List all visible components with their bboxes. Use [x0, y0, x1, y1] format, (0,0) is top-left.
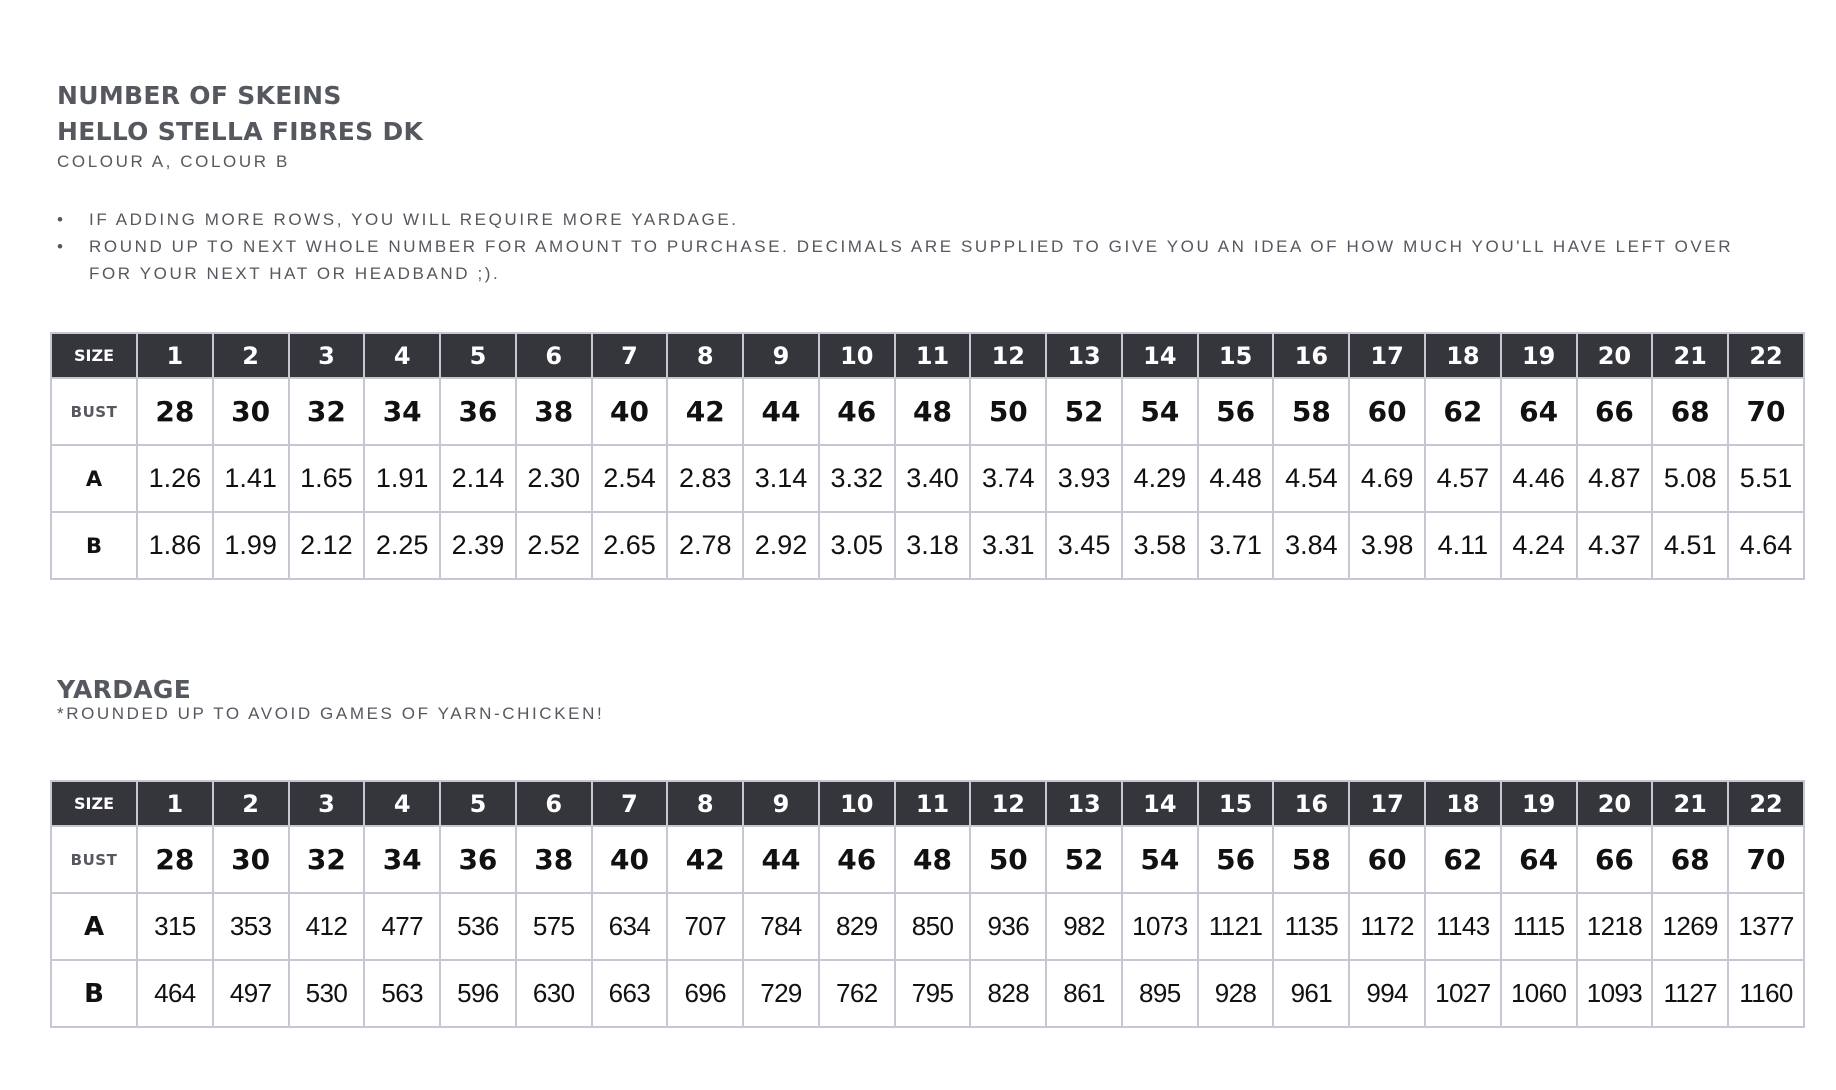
size-cell: 14 [1122, 333, 1198, 378]
value-cell: 729 [743, 960, 819, 1027]
value-cell: 4.54 [1273, 445, 1349, 512]
value-cell: 4.37 [1577, 512, 1653, 579]
size-cell: 16 [1273, 781, 1349, 826]
bust-cell: 66 [1577, 826, 1653, 893]
value-cell: 3.18 [895, 512, 971, 579]
bust-cell: 36 [440, 826, 516, 893]
bust-cell: 46 [819, 378, 895, 445]
colour-row-b-label: B [51, 960, 137, 1027]
value-cell: 2.52 [516, 512, 592, 579]
size-cell: 1 [137, 781, 213, 826]
value-cell: 928 [1198, 960, 1274, 1027]
value-cell: 4.11 [1425, 512, 1501, 579]
size-cell: 1 [137, 333, 213, 378]
size-cell: 9 [743, 333, 819, 378]
value-cell: 982 [1046, 893, 1122, 960]
value-cell: 829 [819, 893, 895, 960]
value-cell: 1073 [1122, 893, 1198, 960]
bust-cell: 62 [1425, 378, 1501, 445]
size-row-label: SIZE [51, 781, 137, 826]
value-cell: 1093 [1577, 960, 1653, 1027]
size-cell: 20 [1577, 781, 1653, 826]
bullet-icon: • [57, 237, 66, 256]
size-cell: 21 [1652, 333, 1728, 378]
bust-cell: 68 [1652, 378, 1728, 445]
size-cell: 14 [1122, 781, 1198, 826]
bust-cell: 44 [743, 826, 819, 893]
size-cell: 22 [1728, 781, 1804, 826]
value-cell: 784 [743, 893, 819, 960]
bust-cell: 58 [1273, 378, 1349, 445]
size-cell: 19 [1501, 781, 1577, 826]
bust-cell: 40 [592, 826, 668, 893]
value-cell: 696 [667, 960, 743, 1027]
bust-cell: 52 [1046, 378, 1122, 445]
value-cell: 464 [137, 960, 213, 1027]
bust-cell: 56 [1198, 378, 1274, 445]
note-item [57, 206, 1757, 233]
value-cell: 3.84 [1273, 512, 1349, 579]
notes-block [57, 206, 1757, 287]
bust-row-label: BUST [51, 378, 137, 445]
bust-cell: 60 [1349, 826, 1425, 893]
value-cell: 563 [364, 960, 440, 1027]
size-cell: 7 [592, 781, 668, 826]
skeins-heading [57, 78, 423, 174]
size-cell: 17 [1349, 333, 1425, 378]
value-cell: 895 [1122, 960, 1198, 1027]
size-cell: 8 [667, 781, 743, 826]
bust-cell: 32 [289, 826, 365, 893]
value-cell: 1218 [1577, 893, 1653, 960]
size-cell: 12 [970, 781, 1046, 826]
note-text: IF ADDING MORE ROWS, YOU WILL REQUIRE MORE YARDAGE. [89, 210, 739, 229]
yardage-title: YARDAGE [57, 675, 192, 704]
size-cell: 21 [1652, 781, 1728, 826]
bust-cell: 66 [1577, 378, 1653, 445]
size-cell: 18 [1425, 333, 1501, 378]
value-cell: 1.99 [213, 512, 289, 579]
value-cell: 3.93 [1046, 445, 1122, 512]
yardage-subtitle: *ROUNDED UP TO AVOID GAMES OF YARN-CHICKEN! [57, 704, 605, 723]
value-cell: 630 [516, 960, 592, 1027]
size-cell: 6 [516, 781, 592, 826]
value-cell: 3.98 [1349, 512, 1425, 579]
value-cell: 1027 [1425, 960, 1501, 1027]
value-cell: 1.86 [137, 512, 213, 579]
bust-cell: 64 [1501, 826, 1577, 893]
bust-cell: 38 [516, 378, 592, 445]
size-cell: 18 [1425, 781, 1501, 826]
size-cell: 15 [1198, 781, 1274, 826]
value-cell: 795 [895, 960, 971, 1027]
value-cell: 5.08 [1652, 445, 1728, 512]
value-cell: 663 [592, 960, 668, 1027]
value-cell: 4.69 [1349, 445, 1425, 512]
bust-cell: 48 [895, 826, 971, 893]
size-cell: 22 [1728, 333, 1804, 378]
size-cell: 4 [364, 333, 440, 378]
bust-cell: 58 [1273, 826, 1349, 893]
value-cell: 575 [516, 893, 592, 960]
bust-cell: 42 [667, 826, 743, 893]
bust-cell: 34 [364, 826, 440, 893]
value-cell: 3.40 [895, 445, 971, 512]
value-cell: 3.58 [1122, 512, 1198, 579]
value-cell: 1127 [1652, 960, 1728, 1027]
bust-cell: 32 [289, 378, 365, 445]
size-cell: 8 [667, 333, 743, 378]
value-cell: 4.24 [1501, 512, 1577, 579]
value-cell: 3.45 [1046, 512, 1122, 579]
value-cell: 412 [289, 893, 365, 960]
value-cell: 1.91 [364, 445, 440, 512]
colour-row-b [51, 960, 1804, 1027]
value-cell: 936 [970, 893, 1046, 960]
value-cell: 861 [1046, 960, 1122, 1027]
yardage-table [50, 780, 1805, 1028]
size-row [51, 781, 1804, 826]
size-cell: 20 [1577, 333, 1653, 378]
colour-row-a [51, 445, 1804, 512]
value-cell: 2.39 [440, 512, 516, 579]
value-cell: 596 [440, 960, 516, 1027]
value-cell: 1377 [1728, 893, 1804, 960]
value-cell: 353 [213, 893, 289, 960]
value-cell: 530 [289, 960, 365, 1027]
value-cell: 2.65 [592, 512, 668, 579]
size-cell: 13 [1046, 781, 1122, 826]
value-cell: 1172 [1349, 893, 1425, 960]
colour-subtitle: COLOUR A, COLOUR B [57, 152, 290, 171]
size-cell: 19 [1501, 333, 1577, 378]
bust-cell: 36 [440, 378, 516, 445]
value-cell: 2.54 [592, 445, 668, 512]
size-cell: 6 [516, 333, 592, 378]
size-cell: 11 [895, 333, 971, 378]
value-cell: 2.30 [516, 445, 592, 512]
bust-cell: 50 [970, 826, 1046, 893]
size-cell: 15 [1198, 333, 1274, 378]
bust-row [51, 378, 1804, 445]
bust-cell: 44 [743, 378, 819, 445]
value-cell: 762 [819, 960, 895, 1027]
bust-cell: 40 [592, 378, 668, 445]
bust-cell: 28 [137, 378, 213, 445]
value-cell: 2.92 [743, 512, 819, 579]
colour-row-a-label: A [51, 445, 137, 512]
value-cell: 634 [592, 893, 668, 960]
value-cell: 4.48 [1198, 445, 1274, 512]
note-text: ROUND UP TO NEXT WHOLE NUMBER FOR AMOUNT TO PURCHASE. DECIMALS ARE SUPPLIED TO GIVE YOU AN IDEA OF HOW MUCH YOU'LL HAVE LEFT OVER FOR YOUR NEXT HAT OR HEADBAND ;). [89, 237, 1734, 283]
value-cell: 3.74 [970, 445, 1046, 512]
bust-cell: 54 [1122, 826, 1198, 893]
bust-cell: 68 [1652, 826, 1728, 893]
value-cell: 497 [213, 960, 289, 1027]
bust-cell: 46 [819, 826, 895, 893]
size-cell: 10 [819, 333, 895, 378]
bust-row-label: BUST [51, 826, 137, 893]
value-cell: 1.65 [289, 445, 365, 512]
value-cell: 315 [137, 893, 213, 960]
value-cell: 2.25 [364, 512, 440, 579]
colour-row-a [51, 893, 1804, 960]
size-cell: 3 [289, 781, 365, 826]
value-cell: 994 [1349, 960, 1425, 1027]
skeins-title: NUMBER OF SKEINS [57, 81, 342, 110]
value-cell: 4.46 [1501, 445, 1577, 512]
bust-cell: 38 [516, 826, 592, 893]
note-item [57, 233, 1757, 287]
bust-cell: 28 [137, 826, 213, 893]
bust-cell: 34 [364, 378, 440, 445]
value-cell: 536 [440, 893, 516, 960]
value-cell: 4.64 [1728, 512, 1804, 579]
colour-row-a-label: A [51, 893, 137, 960]
value-cell: 1135 [1273, 893, 1349, 960]
value-cell: 1143 [1425, 893, 1501, 960]
size-row [51, 333, 1804, 378]
bust-cell: 56 [1198, 826, 1274, 893]
bullet-icon: • [57, 210, 66, 229]
value-cell: 477 [364, 893, 440, 960]
size-cell: 11 [895, 781, 971, 826]
skeins-table [50, 332, 1805, 580]
size-cell: 13 [1046, 333, 1122, 378]
size-cell: 4 [364, 781, 440, 826]
bust-cell: 70 [1728, 378, 1804, 445]
value-cell: 2.12 [289, 512, 365, 579]
bust-cell: 48 [895, 378, 971, 445]
value-cell: 1.41 [213, 445, 289, 512]
size-cell: 12 [970, 333, 1046, 378]
bust-cell: 60 [1349, 378, 1425, 445]
size-cell: 2 [213, 333, 289, 378]
value-cell: 1115 [1501, 893, 1577, 960]
value-cell: 961 [1273, 960, 1349, 1027]
bust-cell: 42 [667, 378, 743, 445]
value-cell: 4.51 [1652, 512, 1728, 579]
value-cell: 3.32 [819, 445, 895, 512]
size-cell: 5 [440, 333, 516, 378]
bust-cell: 64 [1501, 378, 1577, 445]
size-cell: 2 [213, 781, 289, 826]
notes-list [57, 206, 1757, 287]
bust-cell: 62 [1425, 826, 1501, 893]
bust-cell: 30 [213, 826, 289, 893]
value-cell: 707 [667, 893, 743, 960]
value-cell: 1269 [1652, 893, 1728, 960]
bust-cell: 70 [1728, 826, 1804, 893]
value-cell: 828 [970, 960, 1046, 1027]
size-cell: 10 [819, 781, 895, 826]
size-row-label: SIZE [51, 333, 137, 378]
colour-row-b [51, 512, 1804, 579]
value-cell: 2.78 [667, 512, 743, 579]
yarn-name: HELLO STELLA FIBRES DK [57, 117, 424, 146]
value-cell: 4.29 [1122, 445, 1198, 512]
value-cell: 1.26 [137, 445, 213, 512]
value-cell: 3.71 [1198, 512, 1274, 579]
value-cell: 5.51 [1728, 445, 1804, 512]
value-cell: 4.87 [1577, 445, 1653, 512]
value-cell: 4.57 [1425, 445, 1501, 512]
yardage-heading [57, 672, 604, 726]
value-cell: 2.83 [667, 445, 743, 512]
size-cell: 9 [743, 781, 819, 826]
value-cell: 1160 [1728, 960, 1804, 1027]
size-cell: 5 [440, 781, 516, 826]
value-cell: 3.05 [819, 512, 895, 579]
size-cell: 3 [289, 333, 365, 378]
colour-row-b-label: B [51, 512, 137, 579]
size-cell: 7 [592, 333, 668, 378]
bust-cell: 52 [1046, 826, 1122, 893]
bust-cell: 50 [970, 378, 1046, 445]
value-cell: 1121 [1198, 893, 1274, 960]
value-cell: 850 [895, 893, 971, 960]
value-cell: 2.14 [440, 445, 516, 512]
value-cell: 3.14 [743, 445, 819, 512]
size-cell: 16 [1273, 333, 1349, 378]
bust-cell: 30 [213, 378, 289, 445]
bust-cell: 54 [1122, 378, 1198, 445]
value-cell: 3.31 [970, 512, 1046, 579]
bust-row [51, 826, 1804, 893]
value-cell: 1060 [1501, 960, 1577, 1027]
size-cell: 17 [1349, 781, 1425, 826]
